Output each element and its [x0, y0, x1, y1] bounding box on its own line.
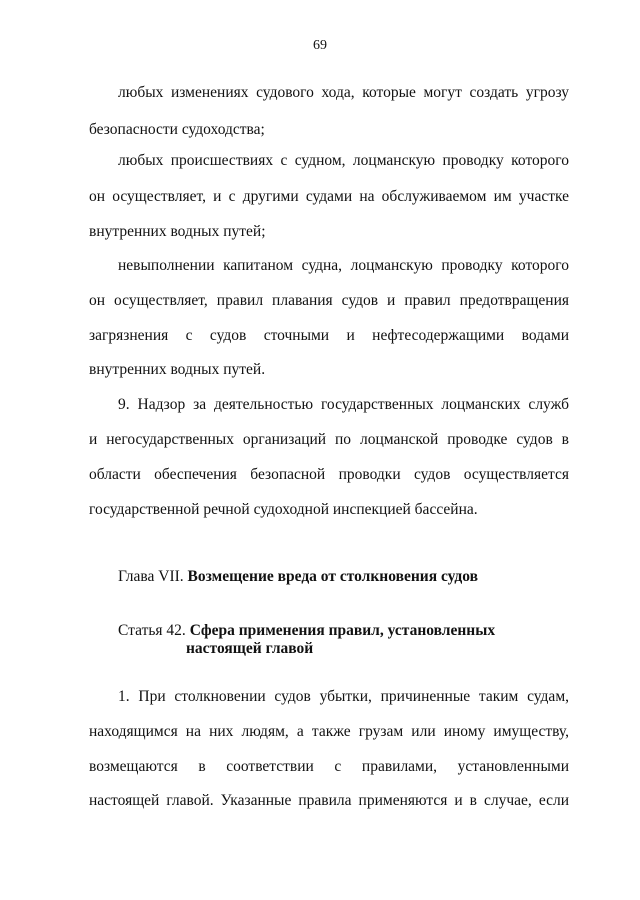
text-line: любых происшествиях с судном, лоцманскую проводку которого	[118, 152, 569, 169]
text-line: он осуществляет, правил плавания судов и правил предотвращения	[89, 292, 569, 309]
text-line: находящимся на них людям, а также грузам или иному имуществу,	[89, 723, 569, 740]
text-line: государственной речной судоходной инспекцией бассейна.	[89, 501, 478, 518]
text-line: безопасности судоходства;	[89, 121, 265, 138]
page-number: 69	[313, 38, 327, 53]
article-label: Статья 42.	[118, 622, 186, 639]
chapter-label: Глава VII.	[118, 568, 184, 585]
text-line: внутренних водных путей.	[89, 361, 266, 378]
text-line: области обеспечения безопасной проводки судов осуществляется	[89, 466, 569, 483]
article-title-line1: Сфера применения правил, установленных	[189, 622, 496, 639]
text-line: внутренних водных путей;	[89, 223, 266, 240]
text-line: 9. Надзор за деятельностью государственных лоцманских служб	[118, 396, 569, 413]
article-heading	[118, 621, 569, 641]
text-line: любых изменениях судового хода, которые могут создать угрозу	[118, 84, 569, 101]
text-line: он осуществляет, и с другими судами на обслуживаемом им участке	[89, 188, 569, 205]
text-line: невыполнении капитаном судна, лоцманскую проводку которого	[118, 257, 569, 274]
text-line: 1. При столкновении судов убытки, причиненные таким судам,	[118, 688, 569, 705]
chapter-title: Возмещение вреда от столкновения судов	[187, 568, 478, 585]
text-line: настоящей главой. Указанные правила применяются и в случае, если	[89, 792, 569, 809]
chapter-heading	[118, 567, 569, 587]
text-line: и негосударственных организаций по лоцманской проводке судов в	[89, 431, 569, 448]
text-line: загрязнения с судов сточными и нефтесодержащими водами	[89, 327, 569, 344]
article-title-line2: настоящей главой	[186, 640, 314, 657]
text-line: возмещаются в соответствии с правилами, установленными	[89, 758, 569, 775]
